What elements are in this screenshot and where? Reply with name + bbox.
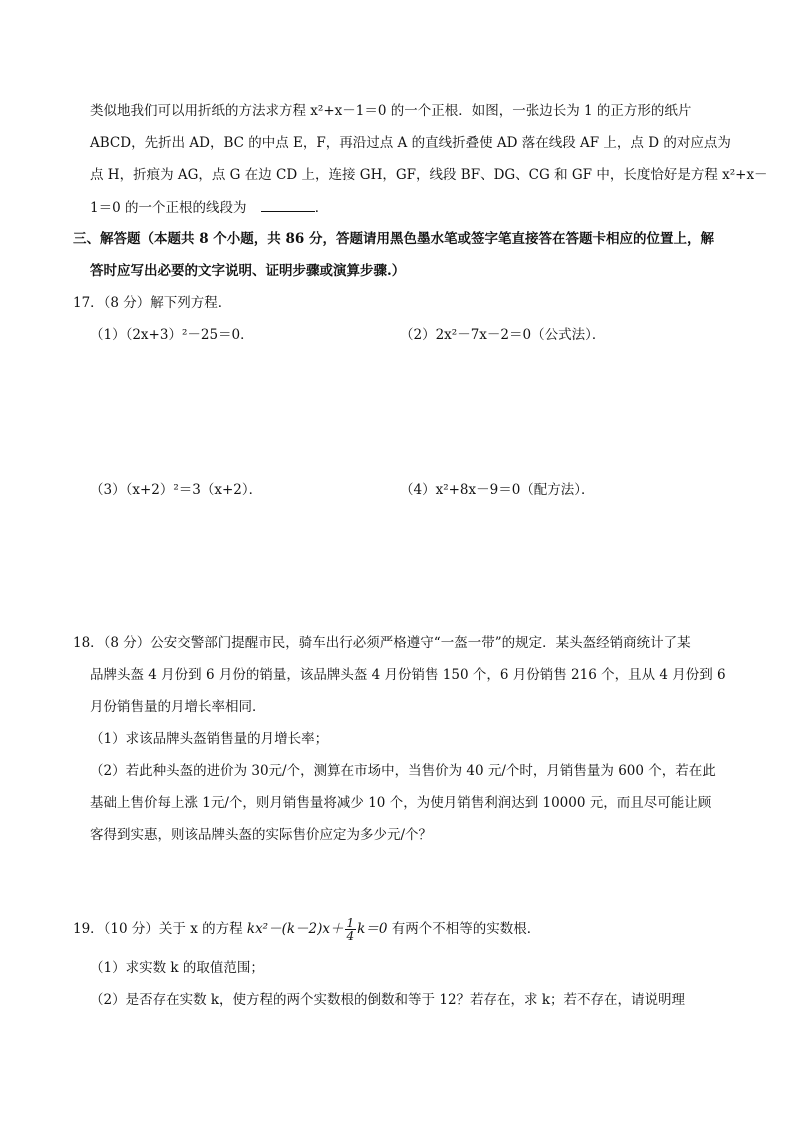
q19-suffix: 有两个不相等的实数根．: [391, 921, 541, 937]
q17-part-2: （2）2x²－7x－2＝0（公式法）．: [400, 327, 606, 343]
q19-part-2: （2）是否存在实数 k，使方程的两个实数根的倒数和等于 12？若存在，求 k；若不存在，请说明理: [90, 992, 686, 1008]
q19-fraction: [345, 917, 357, 942]
q18-part-2-line-1: （2）若此种头盔的进价为 30元/个，测算在市场中，当售价为 40 元/个时，月销售量为 600 个，若在此: [90, 763, 716, 779]
q17-part-4: （4）x²+8x－9＝0（配方法）．: [400, 482, 595, 498]
q19-eq-part-1: kx²－(k－2)x＋: [246, 921, 344, 937]
answer-blank[interactable]: [261, 197, 315, 212]
q19-frac-numerator: 1: [346, 916, 355, 930]
q19-frac-denominator: 4: [346, 929, 355, 943]
q18-part-2-line-2: 基础上售价每上涨 1元/个，则月销售量将减少 10 个，为使月销售利润达到 10000 元，而且尽可能让顾: [90, 795, 712, 811]
q17-part-3: （3）（x+2）²＝3（x+2）．: [90, 482, 263, 498]
q18-part-1: （1）求该品牌头盔销售量的月增长率；: [90, 731, 329, 747]
q19-equation: [246, 916, 392, 943]
q18-part-2-line-3: 客得到实惠，则该品牌头盔的实际售价应定为多少元/个？: [90, 827, 433, 843]
q16-line-2: ABCD，先折出 AD，BC 的中点 E，F，再沿过点 A 的直线折叠使 AD 落在线段 AF 上，点 D 的对应点为: [90, 135, 731, 151]
q17-stem: 17．（8 分）解下列方程．: [73, 295, 232, 311]
q16-line-4-text: 1＝0 的一个正根的线段为: [90, 200, 247, 216]
section-3-header-line-1: 三、解答题（本题共 8 个小题，共 86 分，答题请用黑色墨水笔或签字笔直接答在答题卡相应的位置上，解: [73, 231, 714, 247]
q18-line-3: 月份销售量的月增长率相同．: [90, 699, 266, 715]
section-3-header-line-2: 答时应写出必要的文字说明、证明步骤或演算步骤.）: [90, 263, 406, 279]
q17-part-1: （1）（2x+3）²－25＝0．: [90, 327, 254, 343]
q16-line-3: 点 H，折痕为 AG，点 G 在边 CD 上，连接 GH，GF，线段 BF、DG、CG 和 GF 中，长度恰好是方程 x²+x－: [90, 167, 768, 183]
q19-part-1: （1）求实数 k 的取值范围；: [90, 960, 264, 976]
q16-line-4: 1＝0 的一个正根的线段为 ．: [90, 197, 328, 218]
q16-line-1: 类似地我们可以用折纸的方法求方程 x²+x－1＝0 的一个正根．如图，一张边长为 1 的正方形的纸片: [90, 103, 692, 119]
q19-stem: [73, 916, 540, 942]
q19-prefix: 19．（10 分）关于 x 的方程: [73, 921, 243, 937]
q19-eq-part-2: k＝0: [357, 921, 388, 937]
q18-line-1: 18．（8 分）公安交警部门提醒市民，骑车出行必须严格遵守“一盔一带”的规定．某头盔经销商统计了某: [73, 635, 691, 651]
q18-line-2: 品牌头盔 4 月份到 6 月份的销量，该品牌头盔 4 月份销售 150 个，6 月份销售 216 个，且从 4 月份到 6: [90, 667, 726, 683]
